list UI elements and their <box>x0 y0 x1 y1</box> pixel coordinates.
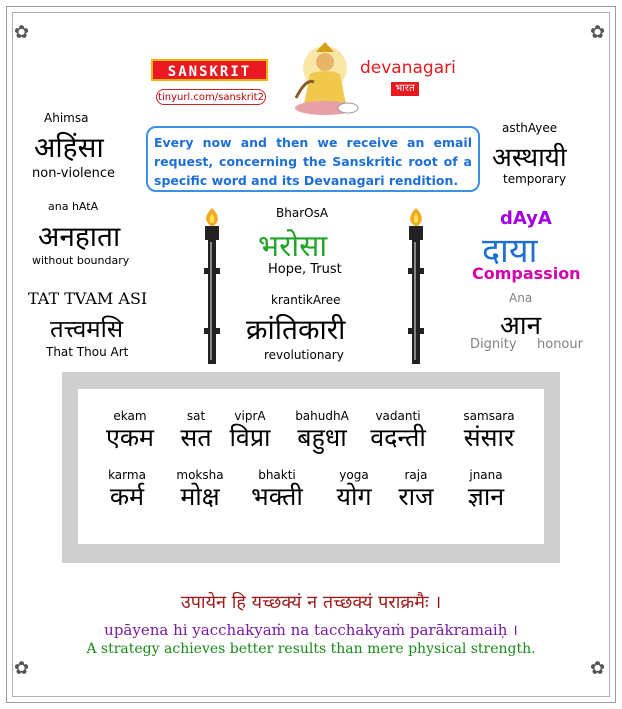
bharosa-translit: BharOsA <box>276 206 329 220</box>
glossary-translit: bhakti <box>258 468 296 482</box>
corner-ornament-icon: ✿ <box>590 658 606 679</box>
krantikari-devanagari: क्रांतिकारी <box>246 313 346 346</box>
glossary-devanagari: वदन्ती <box>370 423 426 452</box>
glossary-item <box>170 468 230 512</box>
asthayee-translit: asthAyee <box>502 121 558 135</box>
glossary-devanagari: ज्ञान <box>467 482 505 511</box>
glossary-translit: raja <box>404 468 428 482</box>
ana-devanagari: आन <box>500 311 542 341</box>
glossary-item <box>172 409 220 453</box>
corner-ornament-icon: ✿ <box>14 22 30 43</box>
glossary-translit: viprA <box>234 409 266 423</box>
anahata-translit: ana hAtA <box>48 200 99 213</box>
ahimsa-meaning: non-violence <box>32 166 116 181</box>
glossary-translit: jnana <box>469 468 503 482</box>
glossary-translit: moksha <box>176 468 224 482</box>
ahimsa-translit: Ahimsa <box>44 111 89 125</box>
devanagari-label: devanagari <box>360 58 456 78</box>
glossary-devanagari: बहुधा <box>297 423 347 452</box>
glossary-item <box>452 409 526 453</box>
daya-translit: dAyA <box>500 208 552 229</box>
quote-english: A strategy achieves better results than mere physical strength. <box>86 641 536 657</box>
glossary-translit: samsara <box>463 409 515 423</box>
glossary-item <box>98 468 156 512</box>
glossary-item <box>392 468 440 512</box>
sanskrit-badge: SANSKRIT <box>151 59 268 81</box>
bharosa-meaning: Hope, Trust <box>268 262 342 277</box>
url-link[interactable]: tinyurl.com/sanskrit2 <box>156 89 266 105</box>
krantikari-meaning: revolutionary <box>264 348 344 362</box>
glossary-devanagari: संसार <box>463 423 515 452</box>
corner-ornament-icon: ✿ <box>590 22 606 43</box>
glossary-translit: karma <box>108 468 146 482</box>
glossary-item <box>224 409 276 453</box>
ana-meaning-dignity: Dignity <box>470 337 517 352</box>
glossary-translit: yoga <box>339 468 369 482</box>
glossary-item <box>98 409 162 453</box>
ana-meaning-honour: honour <box>537 337 583 352</box>
daya-meaning: Compassion <box>472 264 581 283</box>
tat-translit: TAT TVAM ASI <box>28 289 148 308</box>
glossary-item <box>326 468 382 512</box>
tat-meaning: That Thou Art <box>46 345 129 359</box>
asthayee-meaning: temporary <box>503 172 567 186</box>
quote-devanagari: उपायेन हि यच्छक्यं न तच्छक्यं पराक्रमैः । <box>180 592 442 613</box>
anahata-meaning: without boundary <box>32 254 130 267</box>
glossary-devanagari: कर्म <box>109 482 145 511</box>
ana-translit: Ana <box>509 291 533 305</box>
glossary-item <box>456 468 516 512</box>
asthayee-devanagari: अस्थायी <box>492 143 567 173</box>
glossary-devanagari: सत <box>180 423 212 452</box>
quote-transliteration: upāyena hi yacchakyaṁ na tacchakyaṁ parākramaiḥ । <box>104 621 518 639</box>
glossary-item <box>362 409 434 453</box>
glossary-translit: sat <box>186 409 206 423</box>
krantikari-translit: krantikAree <box>271 293 341 307</box>
bharosa-devanagari: भरोसा <box>258 229 328 264</box>
glossary-devanagari: योग <box>336 482 372 511</box>
glossary-devanagari: एकम <box>106 423 154 452</box>
tat-devanagari: तत्त्वमसि <box>50 315 124 343</box>
daya-devanagari: दाया <box>482 231 538 271</box>
ahimsa-devanagari: अहिंसा <box>34 131 104 164</box>
glossary-devanagari: विप्रा <box>229 423 271 452</box>
glossary-devanagari: मोक्ष <box>180 482 220 511</box>
info-box: Every now and then we receive an email request, concerning the Sanskritic root of a specific word and its Devanagari rendition. <box>146 126 480 192</box>
glossary-translit: bahudhA <box>295 409 349 423</box>
corner-ornament-icon: ✿ <box>14 658 30 679</box>
glossary-translit: ekam <box>113 409 147 423</box>
right-torch-icon <box>405 208 427 366</box>
left-torch-icon <box>201 208 223 366</box>
bharat-badge: भारत <box>391 82 419 96</box>
anahata-devanagari: अनहाता <box>38 220 121 253</box>
glossary-item <box>286 409 358 453</box>
saraswati-image-icon <box>286 38 364 118</box>
glossary-translit: vadanti <box>375 409 421 423</box>
glossary-devanagari: राज <box>398 482 434 511</box>
glossary-item <box>244 468 310 512</box>
glossary-devanagari: भक्ती <box>251 482 303 511</box>
